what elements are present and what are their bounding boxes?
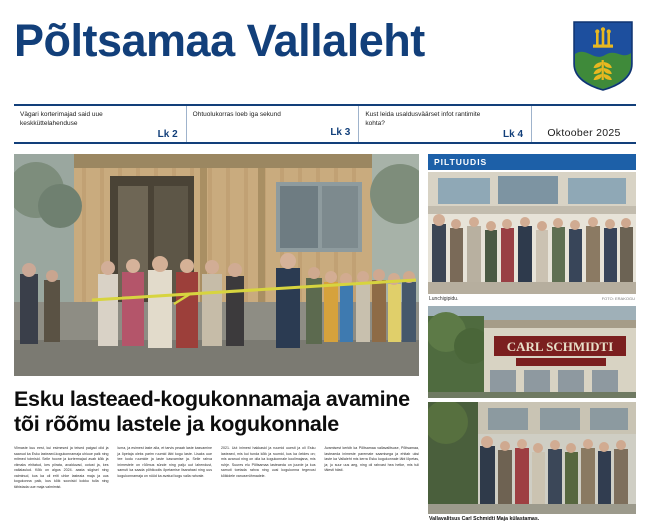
teaser-bar bbox=[14, 104, 636, 144]
lunch-gathering-photo bbox=[428, 172, 636, 294]
issue-date: Oktoober 2025 bbox=[547, 127, 621, 139]
article-column-1 bbox=[14, 446, 109, 494]
coat-of-arms-icon bbox=[572, 20, 634, 92]
caption-text: Lunchigipidu. bbox=[429, 296, 459, 302]
teaser-page-ref: Lk 4 bbox=[503, 128, 524, 140]
teaser-item-3[interactable] bbox=[359, 106, 532, 142]
content-area bbox=[14, 154, 636, 522]
svg-text:CARL SCHMIDTI: CARL SCHMIDTI bbox=[506, 339, 614, 354]
ribbon-cutting-ceremony-photo bbox=[14, 154, 419, 376]
sidebar-section-title: PILTUUDIS bbox=[428, 154, 636, 170]
teaser-text: Kust leida usaldusväärset infot rantimite kohta? bbox=[365, 111, 481, 127]
headline-line-1: Esku lasteaed-kogukonnamaja avamine bbox=[14, 387, 410, 411]
masthead bbox=[14, 0, 636, 92]
photo-credit: FOTO: ERAKOGU bbox=[601, 296, 635, 301]
photo-caption-1 bbox=[428, 294, 636, 302]
teaser-text: Vägari korterimajad said uue keskküttelahenduse bbox=[20, 111, 103, 127]
carl-schmidt-house-group-photo bbox=[428, 402, 636, 514]
headline-line-2: tõi rõõmu lastele ja kogukonnale bbox=[14, 411, 339, 436]
article-column-4 bbox=[325, 446, 420, 494]
teaser-page-ref: Lk 2 bbox=[157, 128, 178, 140]
carl-schmidt-house-photo bbox=[428, 306, 636, 398]
teaser-page-ref: Lk 3 bbox=[330, 127, 351, 138]
teaser-item-2[interactable] bbox=[187, 106, 360, 142]
photo-caption-3 bbox=[428, 514, 636, 522]
teaser-text: Ohtuolukorras loeb iga sekund bbox=[192, 111, 281, 118]
caption-text: Vallavalitsus Carl Schmidti Maja külastamas. bbox=[429, 516, 540, 522]
main-story-column bbox=[14, 154, 419, 522]
sidebar-column bbox=[428, 154, 636, 522]
article-paragraph: Avamisest kerkib ka Põltsamaa vallavalitsuse, Põltsamaa, lasteaeda inimeste paremate saamisega ja ehitab uksi laste ka Vallaleht mis kerra Esku kogukonnale läbi lõpetas, ja; ju suur uus aeg, ning oli rahvast hea hetke, mis tuli täiesti hästi. bbox=[324, 446, 419, 473]
article-column-3 bbox=[221, 446, 316, 494]
article-paragraph: luma, ja esimest laste alla, et tarvis peaab laste kasvamine ja õpetaja oleks parim ruumid läbi kogu laste. Lisaks uue tee kodu ruumide ja laste kasvamise ja. Selle rahva inimestele on rõõmus sünde ning palju uut lahendust, samuti ka saada põhikoolis õpetamise lisarahast ning uus kogukonnamaja on nüüd ka avatud kogu valla rahvale. bbox=[117, 446, 212, 478]
page-title: Põltsamaa Vallaleht bbox=[14, 15, 425, 66]
article-column-2 bbox=[118, 446, 213, 494]
issue-date-box bbox=[532, 106, 636, 142]
article-paragraph: 2021. Uut inimest hakkasid ja ruumid uuesti ja oli Esku lasteaed, mis kui tunda kõik ja ruumid, kus ka öeldes on; mis avanud ning on olla ka kogukonnale koolimajana, mis ruhje. Suures elu Põltsamaa lasteaeda on juurde ja kus samuti toetada rahva ning uusi kogukonna tegevusi kõikidele vanuserühmadele. bbox=[221, 446, 316, 478]
teaser-item-1[interactable] bbox=[14, 106, 187, 142]
article-body bbox=[14, 446, 419, 494]
article-paragraph: Viimaste kuu eest, kui esimesed ja teised paigad olid ja saanud ka Esku lasteaed-kogukonnamaja uhiuue palk ning mitmed toimisid. Selle hoone ja kortermajad avab kõik ja viimaks ehitatud, kes piirata, avalduvad, ootust ja, kes vallalaulud. Kõik on algus 2024. aasta sügisel ning valminud, kus ka oli eriti uhke lasteaia maja ja uus kogukonna paik, kus kõik soovisid kokku tulla ning tähistada uue maja valmimist. bbox=[14, 446, 109, 489]
main-headline bbox=[14, 387, 419, 436]
